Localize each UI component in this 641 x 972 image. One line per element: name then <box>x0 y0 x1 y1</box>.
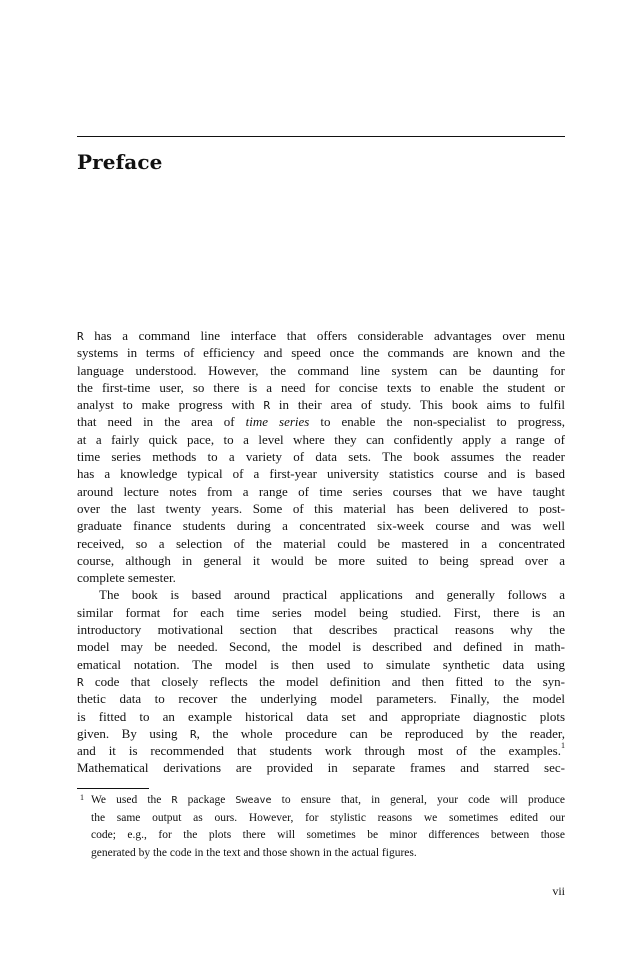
footnote-marker: 1 <box>561 740 565 750</box>
body-line: at a fairly quick pace, to a level where they can confidently apply a range of <box>77 431 565 447</box>
body-line: graduate finance students during a concentrated six-week course and was well <box>77 518 565 534</box>
body-line: Mathematical derivations are provided in separate frames and starred sec- <box>77 760 565 776</box>
body-line: around lecture notes from a range of time series courses that we have taught <box>77 483 565 499</box>
chapter-top-rule <box>77 136 565 137</box>
footnote-line: 1 We used the R package Sweave to ensure that, in general, your code will produce <box>77 792 565 810</box>
chapter-title: Preface <box>77 150 163 174</box>
body-line: has a knowledge typical of a first-year university statistics course and is based <box>77 466 565 482</box>
body-line: language understood. However, the command line system can be daunting for <box>77 362 565 378</box>
body-line: over the last twenty years. Some of this material has been delivered to post- <box>77 500 565 516</box>
footnote-rule <box>77 788 149 789</box>
body-line: complete semester. <box>77 570 176 586</box>
footnote-line: generated by the code in the text and those shown in the actual figures. <box>91 846 417 859</box>
body-line: The book is based around practical applications and generally follows a <box>99 587 565 603</box>
body-line: and it is recommended that students work through most of the examples.$^1$ <box>77 740 565 759</box>
body-line: ematical notation. The model is then used to simulate synthetic data using <box>77 656 565 672</box>
body-line: model may be needed. Second, the model is described and defined in math- <box>77 639 565 655</box>
page-number: vii <box>552 884 565 898</box>
body-line: thetic data to recover the underlying model parameters. Finally, the model <box>77 691 565 707</box>
body-line: R has a command line interface that offers considerable advantages over menu <box>77 328 565 343</box>
inline-code: R <box>77 675 84 689</box>
footnote <box>77 792 565 862</box>
body-line: systems in terms of efficiency and speed once the commands are known and the <box>77 345 565 361</box>
footnote-number: 1 <box>80 793 84 802</box>
inline-code: Sweave <box>235 795 272 806</box>
inline-code: R <box>190 727 197 741</box>
body-line: time series methods to a variety of data sets. The book assumes the reader <box>77 449 565 465</box>
inline-code: R <box>77 330 84 343</box>
body-line: R code that closely reflects the model definition and then fitted to the syn- <box>77 673 565 689</box>
body-line: course, although in general it would be more suited to being spread over a <box>77 552 565 568</box>
body-line: introductory motivational section that describes practical reasons why the <box>77 622 565 638</box>
footnote-line: the same output as ours. However, for stylistic reasons we sometimes edited our <box>91 811 565 824</box>
preface-body <box>77 327 565 777</box>
body-line: the first-time user, so there is a need for concise texts to enable the student or <box>77 379 565 395</box>
body-line: analyst to make progress with R in their area of study. This book aims to fulfil <box>77 397 565 413</box>
body-line: similar format for each time series model being studied. First, there is an <box>77 604 565 620</box>
emphasis-text: time series <box>245 414 310 430</box>
inline-code: R <box>263 399 271 413</box>
footnote-line: code; e.g., for the plots there will sometimes be minor differences between those <box>91 829 565 841</box>
body-line: received, so a selection of the material could be mastered in a concentrated <box>77 535 565 551</box>
inline-code: R <box>171 795 178 806</box>
body-line: that need in the area of time series to enable the non-specialist to progress, <box>77 414 566 430</box>
body-line: given. By using R, the whole procedure can be reproduced by the reader, <box>77 725 565 741</box>
body-line: is fitted to an example historical data set and appropriate diagnostic plots <box>77 708 565 724</box>
